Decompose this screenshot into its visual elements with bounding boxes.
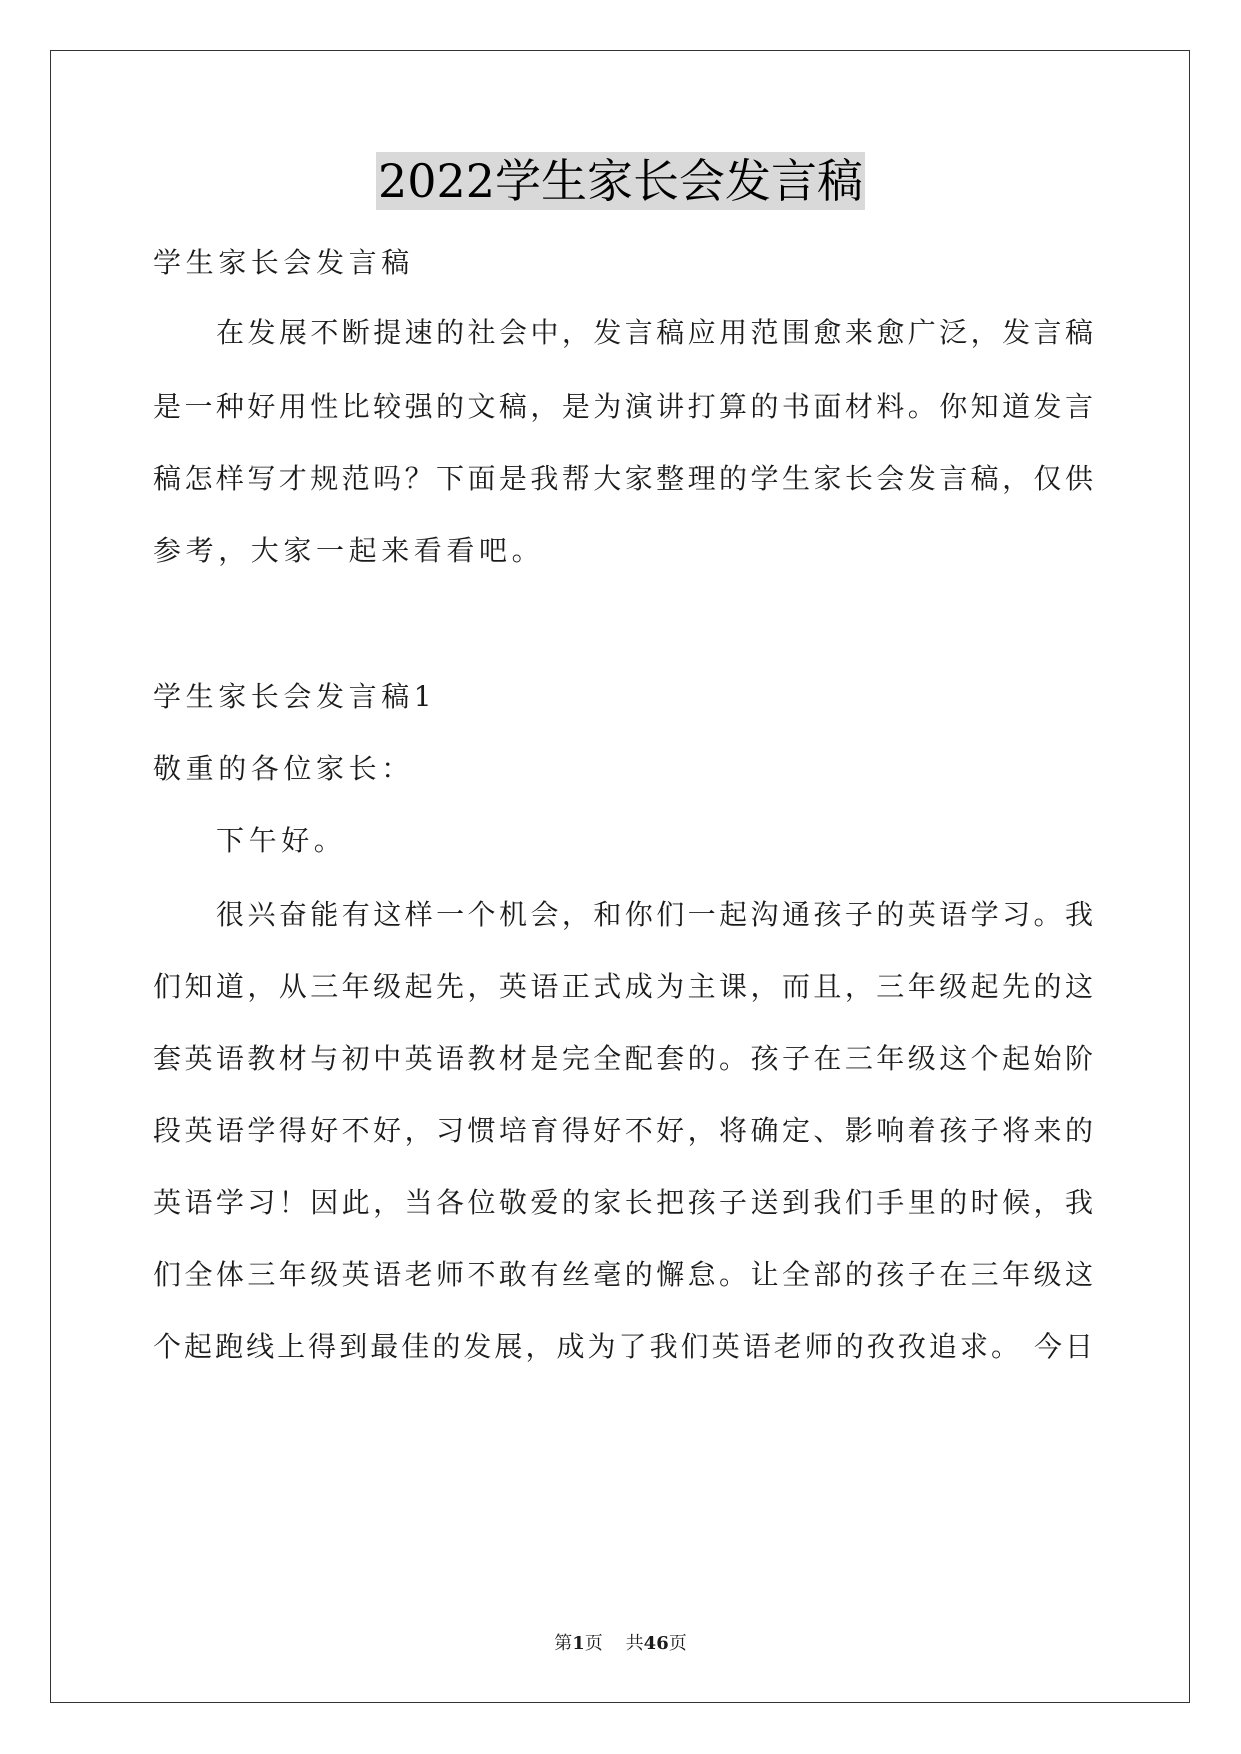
paragraph-line: 是一种好用性比较强的文稿，是为演讲打算的书面材料。你知道发言	[153, 390, 1093, 423]
paragraph-line: 个起跑线上得到最佳的发展，成为了我们英语老师的孜孜追求。 今日	[153, 1330, 1093, 1363]
section-heading-intro: 学生家长会发言稿	[153, 246, 414, 279]
page-footer	[0, 1632, 1241, 1656]
paragraph-line: 稿怎样写才规范吗？下面是我帮大家整理的学生家长会发言稿，仅供	[153, 462, 1093, 495]
page-label-suffix: 页	[584, 1633, 603, 1654]
total-suffix: 页	[668, 1633, 687, 1654]
paragraph-line: 们知道，从三年级起先，英语正式成为主课，而且，三年级起先的这	[153, 970, 1093, 1003]
page-number: 1	[572, 1633, 585, 1654]
document-title: 2022学生家长会发言稿	[377, 154, 864, 208]
paragraph-line: 在发展不断提速的社会中，发言稿应用范围愈来愈广泛，发言稿	[216, 316, 1093, 349]
salutation: 敬重的各位家长：	[153, 752, 414, 785]
paragraph-line: 段英语学得好不好，习惯培育得好不好，将确定、影响着孩子将来的	[153, 1114, 1093, 1147]
greeting: 下午好。	[216, 824, 347, 857]
section-heading-1: 学生家长会发言稿1	[153, 680, 437, 713]
title-wrap	[0, 152, 1241, 210]
page-label-prefix: 第	[554, 1633, 573, 1654]
paragraph-line: 参考，大家一起来看看吧。	[153, 534, 545, 567]
page-border	[50, 50, 1190, 1703]
total-pages: 46	[643, 1633, 669, 1654]
paragraph-line: 套英语教材与初中英语教材是完全配套的。孩子在三年级这个起始阶	[153, 1042, 1093, 1075]
paragraph-line: 们全体三年级英语老师不敢有丝毫的懈怠。让全部的孩子在三年级这	[153, 1258, 1093, 1291]
paragraph-line: 很兴奋能有这样一个机会，和你们一起沟通孩子的英语学习。我	[216, 898, 1093, 931]
total-prefix: 共	[625, 1633, 644, 1654]
paragraph-line: 英语学习！因此，当各位敬爱的家长把孩子送到我们手里的时候，我	[153, 1186, 1093, 1219]
